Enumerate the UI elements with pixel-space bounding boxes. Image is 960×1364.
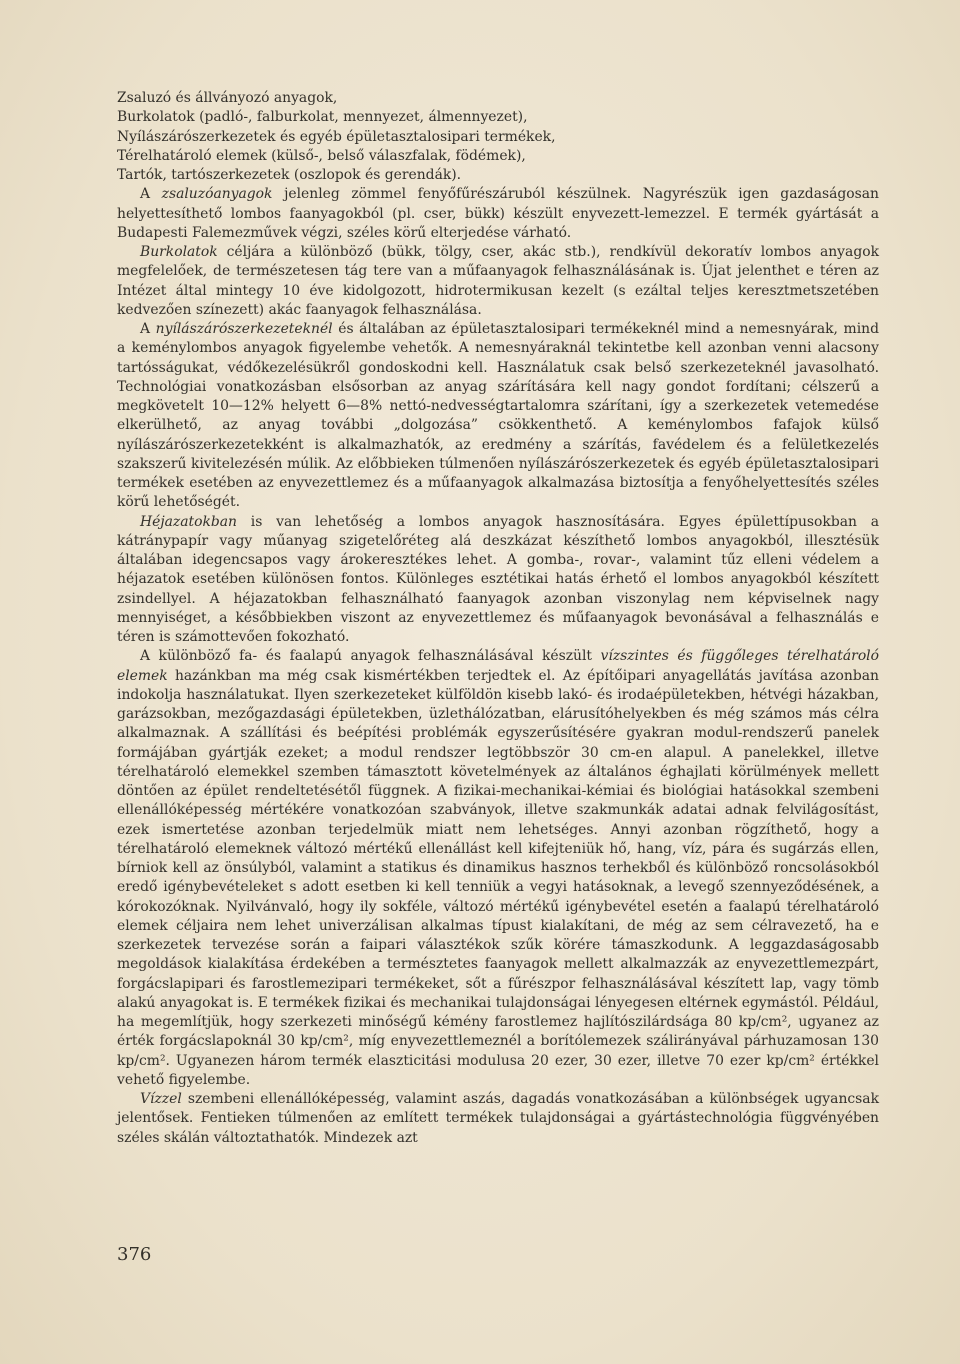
page-number: 376: [117, 1244, 152, 1265]
body-text: [117, 89, 879, 1148]
term-partitions: vízszintes és függőleges térelhatároló elemek: [117, 648, 879, 684]
list-line: Zsaluzó és állványozó anyagok,: [117, 90, 338, 106]
paragraph-partitions: A különböző fa- és faalapú anyagok felhasználásával készült vízszintes és függőleges térelhatároló elemek hazánkban ma még csak kismértékben terjedtek el. Az építőipari anyagellátás javítása azonban indokolja használatukat. Ilyen szerkezeteket külföldön kisebb lakó- és irodaépületekben, hétvégi házakban, garázsokban, mezőgazdasági épületekben, üzlethálózatban, elárusítóhelyekben és még számos más célra alkalmaznak. A szállítási és beépítési problémák egyszerűsítésére gyakran modul-rendszerű panelek formájában gyártják ezeket; a modul rendszer legtöbbször 30 cm-en alapul. A panelekkel, illetve térelhatároló elemekkel szemben támasztott követelmények az általános éghajlati körülmények mellett döntően az épület rendeltetésétől függnek. A fizikai-mechanikai-kémiai és biológiai hatásokkal szembeni ellenállóképesség mértékére vonatkozóan szabványok, illetve szakmunkák adatai adnak felvilágosítást, ezek ismertetése azonban terjedelmük miatt nem lehetséges. Annyi azonban rögzíthető, hogy a térelhatároló elemeknek változó mértékű ellenállást kell kifejteniük hő, hang, víz, pára és sugárzás ellen, bírniok kell az önsúlyból, valamint a statikus és dinamikus hasznos terhekből és különböző roncsolásokból eredő igénybevételeket s adott esetben ki kell tenniük a vegyi hatásoknak, a levegő szennyeződésének, a kórokozóknak. Nyilvánvaló, hogy ily sokféle, változó mértékű igénybevétel esetén a faalapú térelhatároló elemek céljaira nem lehet univerzálisan alkalmas típust kialakítani, de még az sem célravezető, ha e szerkezetek tervezése során a faipari választékok szűk körére támaszkodunk. A leggazdaságosabb megoldások kialakítása érdekében a természtetes faanyagok mellett alkalmazzák az enyvezettlemezpárt, forgácslapipari és farostlemezipari termékeket, sőt a fűrészpor felhasználásával készített lap, vagy tömb alakú anyagokat is. E termékek fizikai és mechanikai tulajdonságai lényegesen eltérnek egymástól. Például, ha megemlítjük, hogy szerkezeti minőségű kémény farostlemez hajlítószilárdsága 80 kp/cm², ugyanez az érték forgácslapoknál 30 kp/cm², míg enyvezettlemeznél a borítólemezek szálirányával párhuzamosan 130 kp/cm². Ugyanezen három termék elaszticitási modulusa 20 ezer, 30 ezer, illetve 70 ezer kp/cm² értékkel vehető figyelembe.: [117, 648, 879, 1088]
list-line: Tartók, tartószerkezetek (oszlopok és gerendák).: [117, 167, 462, 183]
list-line: Burkolatok (padló-, falburkolat, mennyezet, álmennyezet),: [117, 109, 528, 126]
paragraph-formwork: A zsaluzóanyagok jelenleg zömmel fenyőfűrészáruból készülnek. Nagyrészük igen gazdaságosan helyettesíthető lombos faanyagokból (pl. cser, bükk) készült enyvezett-lemezzel. E termék gyártását a Budapesti Falemezművek végzi, széles körű elterjedése várható.: [117, 186, 879, 241]
term-openings: nyílászárószerkezeteknél: [155, 321, 333, 337]
paragraph-cladding: Burkolatok céljára a különböző (bükk, tölgy, cser, akác stb.), rendkívül dekoratív lombos anyagok megfelelőek, de természetesen tág tere van a műfaanyagok felhasználásának is. Újat jelenthet e téren az Intézet által mintegy 10 éve kidolgozott, hidrotermikusan kezelt (s ezáltal teljes keresztmetszetében kedvezően színezett) akác faanyagok felhasználása.: [117, 244, 879, 318]
term-roofing: Héjazatokban: [140, 513, 238, 530]
paragraph-water: Vízzel szembeni ellenállóképesség, valamint aszás, dagadás vonatkozásában a különbségek ugyancsak jelentősek. Fentieken túlmenően az említett termékek tulajdonságai a gyártástechnológia függvényében széles skálán változtathatók. Mindezek azt: [117, 1091, 879, 1146]
list-line: Térelhatároló elemek (külső-, belső válaszfalak, födémek),: [117, 147, 526, 164]
paragraph-roofing: Héjazatokban is van lehetőség a lombos anyagok hasznosítására. Egyes épülettípusokban a kátránypapír vagy műanyag szigetelőréteg alá deszkázat készíthető lombos anyagokból, illesztésük általában idegencsapos vagy árokeresztékes lehet. A gomba-, rovar-, valamint tűz elleni védelem a héjazatok esetében különösen fontos. Különleges esztétikai hatás érhető el lombos anyagokból készített zsindellyel. A héjazatokban felhasználható faanyagok azonban viszonylag nem képviselnek nagy mennyiséget, a későbbiekben viszont az enyvezettlemez és műfaanyagok bevonásával a felhasználás e téren is számottevően fokozható.: [117, 513, 879, 645]
term-water: Vízzel: [140, 1091, 182, 1107]
paragraph-openings: A nyílászárószerkezeteknél és általában az épületasztalosipari termékeknél mind a nemesnyárak, mind a keménylombos anyagok figyelembe vehetők. A nemesnyáraknál tekintetbe kell azonban venni alacsony tartósságukat, védőkezelésükről gondoskodni kell. Használatuk csak belső szerkezeteknél javasolható. Technológiai vonatkozásban elsősorban az anyag szárítására kell nagy gondot fordítani; célszerű a megkövetelt 10—12% helyett 6—8% nettó-nedvességtartalomra szárítani, így a szerkezetek vetemedése elkerülhető, az anyag további „dolgozása” csökkenthető. A keménylombos fafajok külső nyílászárószerkezetekként is alkalmazhatók, az eredmény a szárítás, favédelem és a felületkezelés szakszerű kivitelezésén múlik. Az előbbieken túlmenően nyílászárószerkezetek és egyéb épületasztalosipari termékek esetében az enyvezettlemez és a műfaanyagok alkalmazása biztosítja a fenyőhelyettesítés széles körű lehetőségét.: [117, 321, 879, 511]
list-line: Nyílászárószerkezetek és egyéb épületasztalosipari termékek,: [117, 128, 556, 145]
term-cladding: Burkolatok: [140, 244, 218, 260]
term-formwork: zsaluzóanyagok: [161, 186, 273, 203]
